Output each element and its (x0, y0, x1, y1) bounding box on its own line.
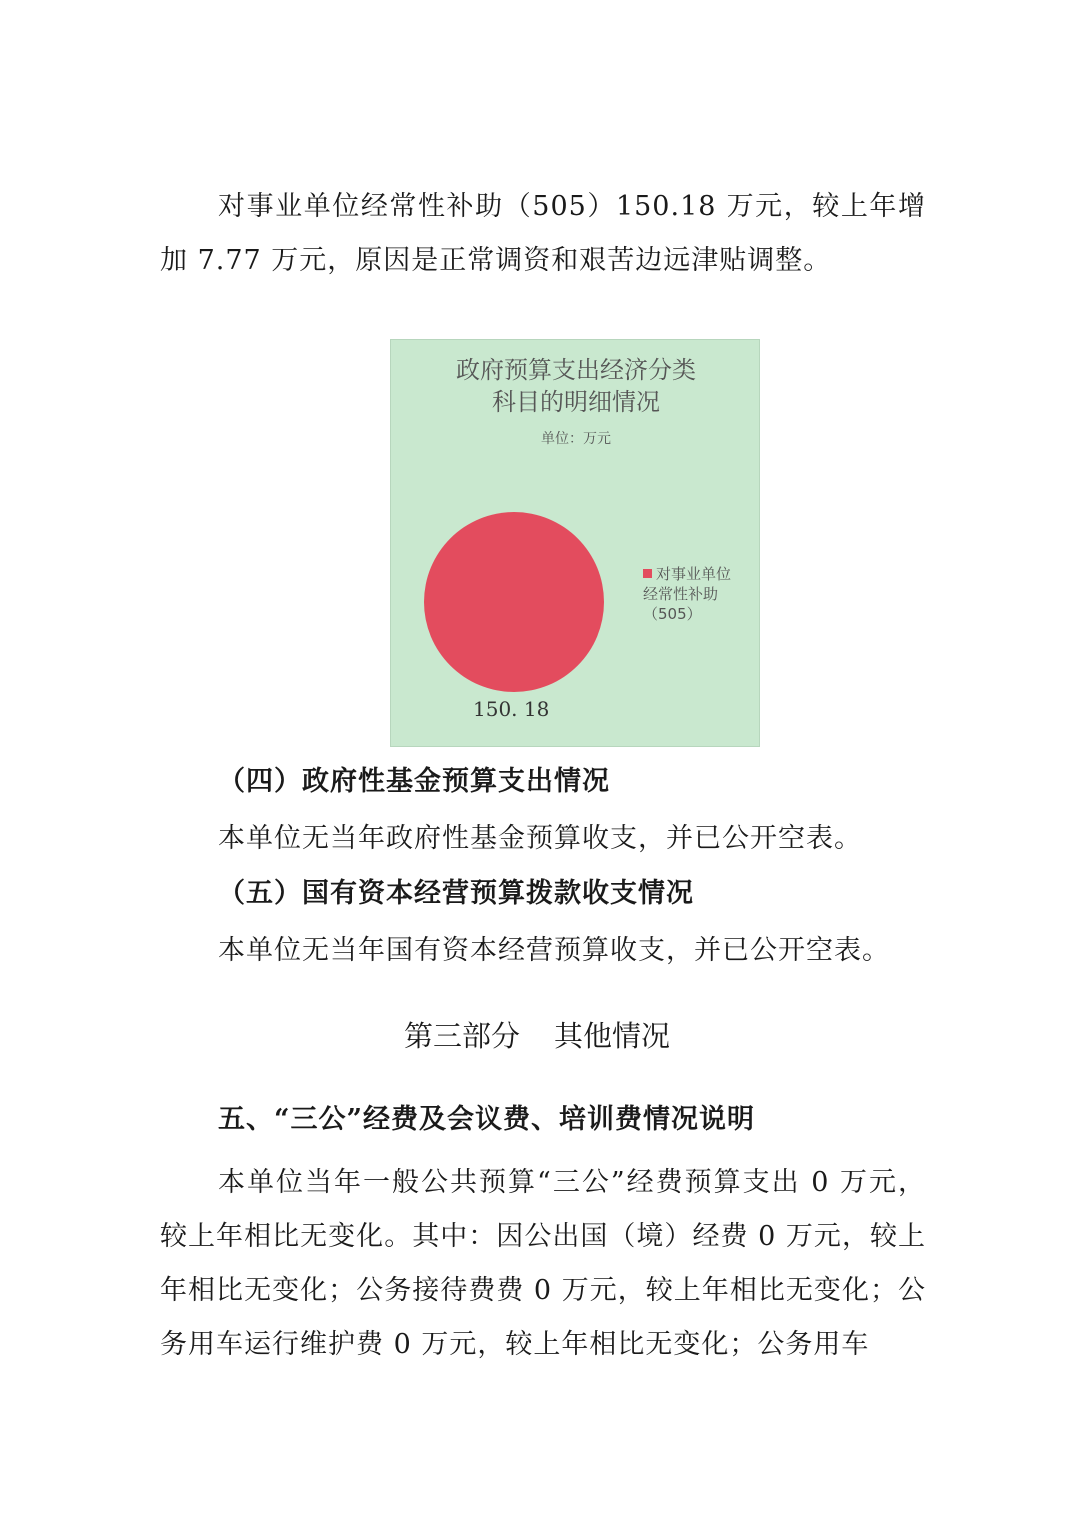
part-three-subtitle: 其他情况 (554, 1019, 671, 1053)
chart-legend (643, 564, 755, 624)
legend-line-3: （505） (643, 605, 702, 623)
paragraph-subsidy: 对事业单位经常性补助（505）150.18 万元，较上年增加 7.77 万元，原因是正常调资和艰苦边远津贴调整。 (160, 191, 926, 276)
legend-swatch (643, 569, 652, 578)
chart-title-line2: 科目的明细情况 (492, 388, 660, 416)
pie-chart (390, 339, 760, 747)
pie-data-label: 150. 18 (473, 697, 550, 721)
heading-gov-fund: （四）政府性基金预算支出情况 (218, 766, 610, 797)
heading-three-public: 五、“三公”经费及会议费、培训费情况说明 (218, 1104, 756, 1135)
part-three-label: 第三部分 (403, 1019, 520, 1053)
pie-slice-0 (424, 512, 604, 692)
paragraph-state-capital: 本单位无当年国有资本经营预算收支，并已公开空表。 (218, 935, 890, 966)
chart-unit: 单位：万元 (541, 431, 611, 447)
chart-title-line1: 政府预算支出经济分类 (456, 356, 696, 384)
paragraph-three-public: 本单位当年一般公共预算“三公”经费预算支出 0 万元，较上年相比无变化。其中：因公出国（境）经费 0 万元，较上年相比无变化；公务接待费费 0 万元，较上年相比无变化；公务用车运行维护费 0 万元，较上年相比无变化；公务用车 (160, 1167, 926, 1360)
legend-line-2: 经常性补助 (643, 585, 719, 603)
paragraph-gov-fund: 本单位无当年政府性基金预算收支，并已公开空表。 (218, 823, 862, 854)
legend-line-1: 对事业单位 (656, 565, 732, 583)
pie-svg (391, 340, 761, 748)
part-three-title (0, 1014, 1074, 1058)
heading-state-capital: （五）国有资本经营预算拨款收支情况 (218, 878, 694, 909)
